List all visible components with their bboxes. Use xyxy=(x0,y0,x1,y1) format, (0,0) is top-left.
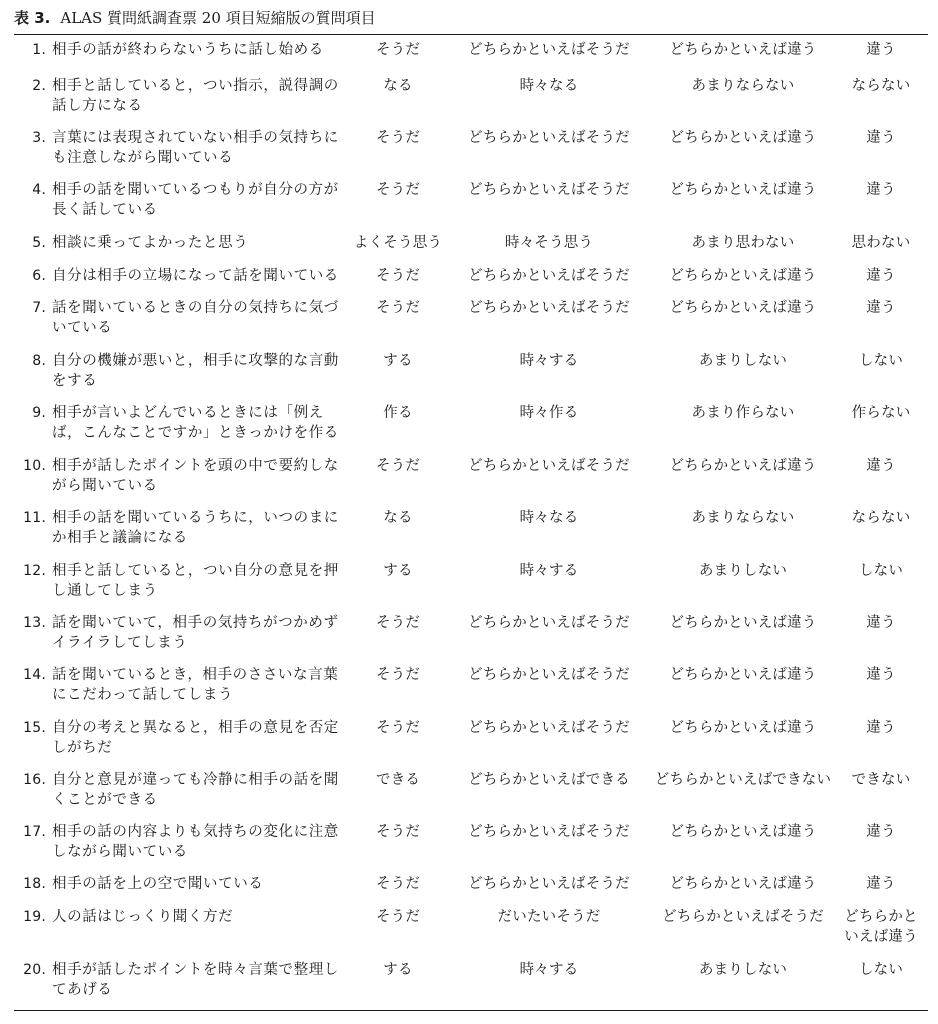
table-row xyxy=(14,403,928,451)
item-number: 16. xyxy=(23,772,46,788)
item-text: 話を聞いていて，相手の気持ちがつかめずイライラしてしまう xyxy=(52,615,339,651)
option-2: 時々作る xyxy=(519,405,579,421)
item-number: 8. xyxy=(32,353,46,369)
option-3: どちらかといえば違う xyxy=(669,42,817,58)
table-row xyxy=(14,128,928,176)
item-text: 自分と意見が違っても冷静に相手の話を聞くことができる xyxy=(52,772,339,808)
item-text: 人の話はじっくり聞く方だ xyxy=(52,909,234,925)
option-1: そうだ xyxy=(375,667,421,683)
option-3: どちらかといえば違う xyxy=(669,876,817,892)
item-text: 相手の話が終わらないうちに話し始める xyxy=(52,42,324,58)
option-1: そうだ xyxy=(375,824,421,840)
option-4: 作らない xyxy=(851,405,911,421)
table-row xyxy=(14,508,928,556)
option-2: どちらかといえばそうだ xyxy=(468,720,630,736)
option-2: だいたいそうだ xyxy=(497,909,601,925)
option-2: 時々する xyxy=(519,563,579,579)
option-4: ならない xyxy=(851,510,911,526)
option-3: どちらかといえば違う xyxy=(669,667,817,683)
option-2: どちらかといえばそうだ xyxy=(468,300,630,316)
option-4: 違う xyxy=(866,615,896,631)
option-2: 時々なる xyxy=(519,510,579,526)
option-1: する xyxy=(383,563,413,579)
option-4: 違う xyxy=(866,182,896,198)
item-text: 相手が話したポイントを頭の中で要約しながら聞いている xyxy=(52,458,339,494)
option-2: 時々する xyxy=(519,353,579,369)
option-2: 時々なる xyxy=(519,78,579,94)
item-number: 2. xyxy=(32,78,46,94)
option-1: そうだ xyxy=(375,876,421,892)
item-number: 6. xyxy=(32,268,46,284)
table-caption-label: 表 3. xyxy=(14,9,51,27)
item-text: 相手が言いよどんでいるときには「例えば，こんなことですか」ときっかけを作る xyxy=(52,405,339,441)
table-row xyxy=(14,456,928,504)
item-text: 話を聞いているときの自分の気持ちに気づいている xyxy=(52,300,339,336)
option-1: する xyxy=(383,962,413,978)
item-text: 相手と話していると，つい自分の意見を押し通してしまう xyxy=(52,563,339,599)
option-2: どちらかといえばそうだ xyxy=(468,42,630,58)
item-text: 言葉には表現されていない相手の気持ちにも注意しながら聞いている xyxy=(52,130,339,166)
option-1: できる xyxy=(375,772,421,788)
option-4: しない xyxy=(858,353,904,369)
option-3: あまりしない xyxy=(698,962,788,978)
option-3: あまりしない xyxy=(698,563,788,579)
option-4: ならない xyxy=(851,78,911,94)
item-text: 相手が話したポイントを時々言葉で整理してあげる xyxy=(52,962,339,998)
option-1: そうだ xyxy=(375,720,421,736)
option-3: どちらかといえば違う xyxy=(669,182,817,198)
item-number: 12. xyxy=(23,563,46,579)
option-1: なる xyxy=(383,78,413,94)
item-text: 自分の考えと異なると，相手の意見を否定しがちだ xyxy=(52,720,339,756)
option-1: よくそう思う xyxy=(353,235,443,251)
option-1: そうだ xyxy=(375,458,421,474)
table-row xyxy=(14,180,928,228)
option-4: 違う xyxy=(866,268,896,284)
option-2: どちらかといえばそうだ xyxy=(468,268,630,284)
option-1: 作る xyxy=(383,405,413,421)
item-text: 話を聞いているとき，相手のささいな言葉にこだわって話してしまう xyxy=(52,667,339,703)
table-caption-text: ALAS 質問紙調査票 20 項目短縮版の質問項目 xyxy=(60,9,376,27)
option-2: 時々そう思う xyxy=(504,235,594,251)
option-3: どちらかといえばできない xyxy=(654,772,832,788)
option-1: そうだ xyxy=(375,300,421,316)
item-number: 15. xyxy=(23,720,46,736)
option-3: どちらかといえば違う xyxy=(669,720,817,736)
table-row xyxy=(14,613,928,661)
option-3: どちらかといえば違う xyxy=(669,130,817,146)
item-number: 14. xyxy=(23,667,46,683)
table-row xyxy=(14,907,928,955)
option-3: どちらかといえばそうだ xyxy=(662,909,824,925)
item-number: 20. xyxy=(23,962,46,978)
option-1: なる xyxy=(383,510,413,526)
option-2: どちらかといえばそうだ xyxy=(468,182,630,198)
option-4: 違う xyxy=(866,876,896,892)
option-3: あまりならない xyxy=(691,510,795,526)
option-4: できない xyxy=(851,772,911,788)
option-4: 違う xyxy=(866,667,896,683)
option-2: どちらかといえばそうだ xyxy=(468,458,630,474)
table-row xyxy=(14,718,928,766)
table-row xyxy=(14,298,928,346)
table-row xyxy=(14,822,928,870)
option-1: そうだ xyxy=(375,615,421,631)
option-4: 違う xyxy=(866,42,896,58)
option-4: しない xyxy=(858,962,904,978)
item-text: 相手の話を聞いているうちに，いつのまにか相手と議論になる xyxy=(52,510,339,546)
option-3: あまりしない xyxy=(698,353,788,369)
option-3: どちらかといえば違う xyxy=(669,615,817,631)
option-4: 違う xyxy=(866,720,896,736)
item-number: 19. xyxy=(23,909,46,925)
option-4: どちらかといえば違う xyxy=(844,909,918,945)
item-text: 相手と話していると，つい指示，説得調の話し方になる xyxy=(52,78,339,114)
option-2: どちらかといえばそうだ xyxy=(468,876,630,892)
option-2: どちらかといえばそうだ xyxy=(468,824,630,840)
option-2: どちらかといえばそうだ xyxy=(468,130,630,146)
table-row xyxy=(14,770,928,818)
option-3: あまりならない xyxy=(691,78,795,94)
option-4: 思わない xyxy=(851,235,911,251)
item-number: 11. xyxy=(23,510,46,526)
item-text: 相手の話を聞いているつもりが自分の方が長く話している xyxy=(52,182,339,218)
option-3: あまり作らない xyxy=(691,405,795,421)
option-4: 違う xyxy=(866,458,896,474)
item-number: 17. xyxy=(23,824,46,840)
item-text: 自分の機嫌が悪いと，相手に攻撃的な言動をする xyxy=(52,353,339,389)
option-1: そうだ xyxy=(375,42,421,58)
option-1: そうだ xyxy=(375,130,421,146)
option-3: どちらかといえば違う xyxy=(669,268,817,284)
item-number: 7. xyxy=(32,300,46,316)
table-row xyxy=(14,351,928,399)
option-2: どちらかといえばできる xyxy=(468,772,630,788)
item-text: 相談に乗ってよかったと思う xyxy=(52,235,249,251)
table-row xyxy=(14,561,928,609)
table-row xyxy=(14,76,928,124)
item-number: 5. xyxy=(32,235,46,251)
option-4: 違う xyxy=(866,300,896,316)
item-text: 相手の話の内容よりも気持ちの変化に注意しながら聞いている xyxy=(52,824,339,860)
option-2: どちらかといえばそうだ xyxy=(468,615,630,631)
option-2: 時々する xyxy=(519,962,579,978)
option-3: どちらかといえば違う xyxy=(669,458,817,474)
option-4: 違う xyxy=(866,824,896,840)
table-bottom-rule xyxy=(14,1010,928,1011)
item-number: 18. xyxy=(23,876,46,892)
option-2: どちらかといえばそうだ xyxy=(468,667,630,683)
item-number: 13. xyxy=(23,615,46,631)
option-1: する xyxy=(383,353,413,369)
table-row xyxy=(14,960,928,1008)
item-number: 9. xyxy=(32,405,46,421)
option-4: 違う xyxy=(866,130,896,146)
option-4: しない xyxy=(858,563,904,579)
option-1: そうだ xyxy=(375,182,421,198)
option-1: そうだ xyxy=(375,909,421,925)
item-number: 1. xyxy=(32,42,46,58)
item-text: 自分は相手の立場になって話を聞いている xyxy=(52,268,339,284)
option-1: そうだ xyxy=(375,268,421,284)
option-3: どちらかといえば違う xyxy=(669,824,817,840)
option-3: どちらかといえば違う xyxy=(669,300,817,316)
option-3: あまり思わない xyxy=(691,235,795,251)
table-row xyxy=(14,665,928,713)
item-number: 4. xyxy=(32,182,46,198)
item-text: 相手の話を上の空で聞いている xyxy=(52,876,264,892)
item-number: 10. xyxy=(23,458,46,474)
item-number: 3. xyxy=(32,130,46,146)
